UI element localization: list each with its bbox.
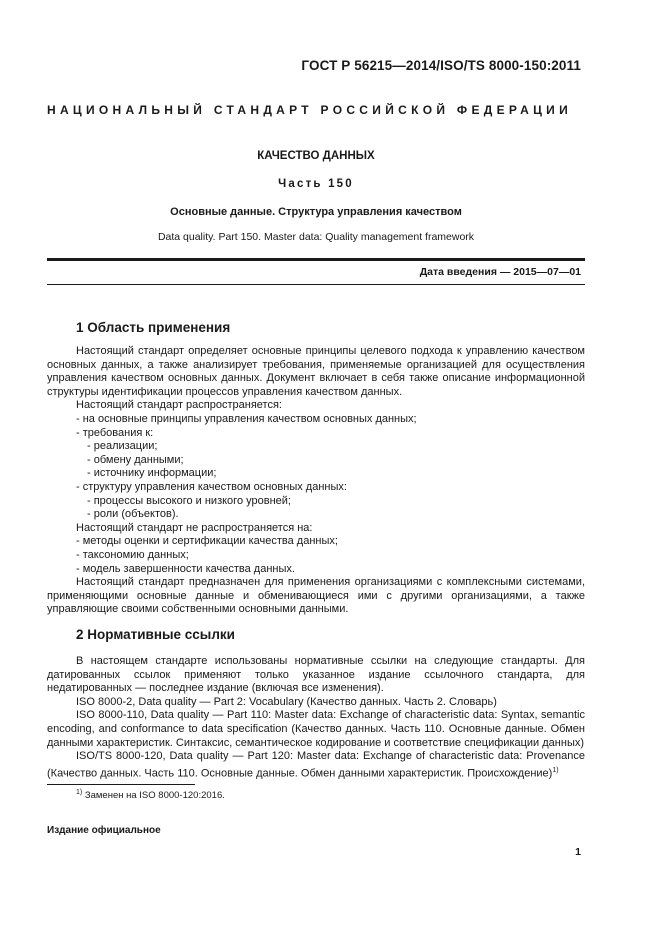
list-item: - обмену данными; [87, 453, 184, 466]
standard-code: ГОСТ Р 56215—2014/ISO/TS 8000-150:2011 [301, 58, 581, 73]
list-item: - структуру управления качеством основных данных: [76, 480, 347, 493]
section-body-normative-references [47, 655, 585, 781]
list-item: - модель завершенности качества данных. [76, 562, 295, 575]
document-subtitle: Основные данные. Структура управления качеством [170, 206, 462, 218]
reference-item: ISO 8000-2, Data quality — Part 2: Vocabulary (Качество данных. Часть 2. Словарь) [76, 695, 497, 708]
reference-item [47, 750, 585, 781]
footnote-marker: 1) [76, 789, 83, 796]
list-item: - роли (объектов). [87, 508, 179, 521]
section-heading-scope: 1 Область применения [76, 320, 231, 335]
footnote-text: Заменен на ISO 8000-120:2016. [84, 790, 225, 802]
reference-item: ISO 8000-110, Data quality — Part 110: Master data: Exchange of characteristic data: Syntax, semantic encoding, and conformance to data specification (Качество данных. Часть 110. Основные данные. Обмен данными характеристик. Синтаксис, семантическое кодирование и соответствие спецификации данных) [47, 709, 585, 749]
paragraph: Настоящий стандарт определяет основные принципы целевого подхода к управлению качеством основных данных, а также анализирует требования, применяемые организацией для осуществления управления качеством основных данных. Документ включает в себя также описание информационной структуры идентификации процессов управления качеством данных. [47, 345, 585, 398]
paragraph: Настоящий стандарт предназначен для применения организациями с комплексными системами, применяющими основные данные и обменивающиеся ими с другими организациями, а также управляющие своими собственными основными данными. [47, 576, 585, 616]
paragraph: Настоящий стандарт не распространяется на: [76, 521, 313, 534]
list-item: - реализации; [87, 440, 158, 453]
paragraph: Настоящий стандарт распространяется: [76, 399, 282, 412]
footnote [76, 789, 225, 801]
part-number: Часть 150 [278, 178, 354, 190]
paragraph: В настоящем стандарте использованы нормативные ссылки на следующие стандарты. Для датированных ссылок применяют только указанное издание ссылочного стандарта, для недатированных — последнее издание (включая все изменения). [47, 655, 585, 695]
section-heading-normative-references: 2 Нормативные ссылки [76, 627, 235, 642]
document-title: КАЧЕСТВО ДАННЫХ [257, 150, 375, 162]
official-edition-label: Издание официальное [47, 825, 161, 836]
list-item: - источнику информации; [87, 467, 217, 480]
page-number: 1 [575, 846, 581, 858]
section-body-scope [47, 345, 585, 617]
title-divider-thick [47, 258, 585, 261]
english-title: Data quality. Part 150. Master data: Quality management framework [157, 231, 475, 243]
list-item: - на основные принципы управления качеством основных данных; [76, 412, 417, 425]
national-standard-title: НАЦИОНАЛЬНЫЙ СТАНДАРТ РОССИЙСКОЙ ФЕДЕРАЦИИ [47, 103, 573, 117]
reference-text: ISO/TS 8000-120, Data quality — Part 120: Master data: Exchange of characteristic data: Provenance (Качество данных. Часть 110. Основные данные. Обмен данными характеристик. Происхождение) [47, 750, 585, 780]
list-item: - таксономию данных; [76, 548, 189, 561]
footnote-divider [47, 784, 195, 785]
list-item: - требования к: [76, 426, 154, 439]
list-item: - процессы высокого и низкого уровней; [87, 494, 291, 507]
list-item: - методы оценки и сертификации качества данных; [76, 535, 338, 548]
footnote-reference[interactable]: 1) [552, 766, 559, 774]
effective-date: Дата введения — 2015—07—01 [419, 266, 581, 278]
title-divider-thin [47, 284, 585, 285]
